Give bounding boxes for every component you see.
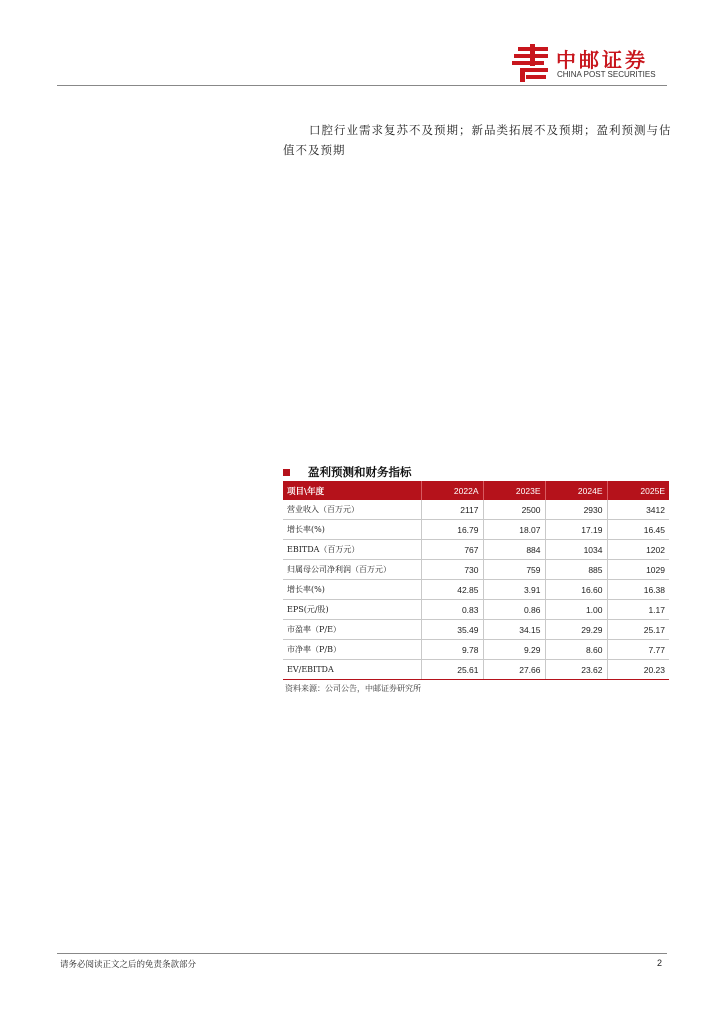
table-header-cell: 2023E xyxy=(483,481,545,500)
table-cell: 1.17 xyxy=(607,600,669,620)
table-cell: 0.83 xyxy=(421,600,483,620)
table-header-row xyxy=(283,481,669,500)
row-label: 归属母公司净利润（百万元） xyxy=(283,560,421,580)
table-cell: 2117 xyxy=(421,500,483,520)
row-label: EPS(元/股) xyxy=(283,600,421,620)
section-title-text: 盈利预测和财务指标 xyxy=(308,465,412,479)
section-title xyxy=(283,464,412,480)
table-cell: 20.23 xyxy=(607,660,669,680)
table-cell: 29.29 xyxy=(545,620,607,640)
row-label: 市净率（P/B） xyxy=(283,640,421,660)
table-cell: 885 xyxy=(545,560,607,580)
table-cell: 8.60 xyxy=(545,640,607,660)
row-label: 增长率(%) xyxy=(283,580,421,600)
table-cell: 16.60 xyxy=(545,580,607,600)
table-cell: 9.78 xyxy=(421,640,483,660)
row-label: 营业收入（百万元） xyxy=(283,500,421,520)
table-cell: 16.79 xyxy=(421,520,483,540)
table-cell: 1202 xyxy=(607,540,669,560)
table-header-cell: 2025E xyxy=(607,481,669,500)
footer-disclaimer: 请务必阅读正文之后的免责条款部分 xyxy=(60,960,197,970)
table-cell: 2500 xyxy=(483,500,545,520)
table-header-cell: 项目\年度 xyxy=(283,481,421,500)
row-label: 增长率(%) xyxy=(283,520,421,540)
china-post-logo-icon xyxy=(512,44,552,82)
row-label: 市盈率（P/E） xyxy=(283,620,421,640)
table-cell: 18.07 xyxy=(483,520,545,540)
header-divider xyxy=(57,85,667,86)
table-row xyxy=(283,620,669,640)
footer-divider xyxy=(57,953,667,954)
table-row xyxy=(283,520,669,540)
financial-forecast-table xyxy=(283,481,669,680)
table-cell: 0.86 xyxy=(483,600,545,620)
table-cell: 25.61 xyxy=(421,660,483,680)
table-row xyxy=(283,560,669,580)
row-label: EV/EBITDA xyxy=(283,660,421,680)
table-header-cell: 2024E xyxy=(545,481,607,500)
table-cell: 1034 xyxy=(545,540,607,560)
table-row xyxy=(283,600,669,620)
row-label: EBITDA（百万元） xyxy=(283,540,421,560)
table-cell: 730 xyxy=(421,560,483,580)
table-cell: 25.17 xyxy=(607,620,669,640)
table-header-cell: 2022A xyxy=(421,481,483,500)
risk-warning-text: 口腔行业需求复苏不及预期；新品类拓展不及预期；盈利预测与估值不及预期 xyxy=(283,123,672,157)
table-cell: 16.38 xyxy=(607,580,669,600)
table-cell: 7.77 xyxy=(607,640,669,660)
table-row xyxy=(283,500,669,520)
table-cell: 884 xyxy=(483,540,545,560)
brand-name-cn: 中邮证券 xyxy=(556,48,648,72)
table-row xyxy=(283,660,669,680)
table-cell: 42.85 xyxy=(421,580,483,600)
table-row xyxy=(283,580,669,600)
table-cell: 23.62 xyxy=(545,660,607,680)
table-cell: 35.49 xyxy=(421,620,483,640)
table-cell: 3.91 xyxy=(483,580,545,600)
table-cell: 34.15 xyxy=(483,620,545,640)
table-cell: 9.29 xyxy=(483,640,545,660)
table-cell: 17.19 xyxy=(545,520,607,540)
table-row xyxy=(283,540,669,560)
table-cell: 3412 xyxy=(607,500,669,520)
table-cell: 1029 xyxy=(607,560,669,580)
table-cell: 27.66 xyxy=(483,660,545,680)
square-bullet-icon xyxy=(283,469,290,476)
company-logo xyxy=(512,44,672,84)
table-row xyxy=(283,640,669,660)
table-cell: 16.45 xyxy=(607,520,669,540)
brand-name-en: CHINA POST SECURITIES xyxy=(557,70,656,79)
table-cell: 767 xyxy=(421,540,483,560)
table-cell: 759 xyxy=(483,560,545,580)
table-cell: 1.00 xyxy=(545,600,607,620)
page-number: 2 xyxy=(657,958,663,968)
data-source-note: 资料来源：公司公告，中邮证券研究所 xyxy=(285,684,421,693)
table-cell: 2930 xyxy=(545,500,607,520)
